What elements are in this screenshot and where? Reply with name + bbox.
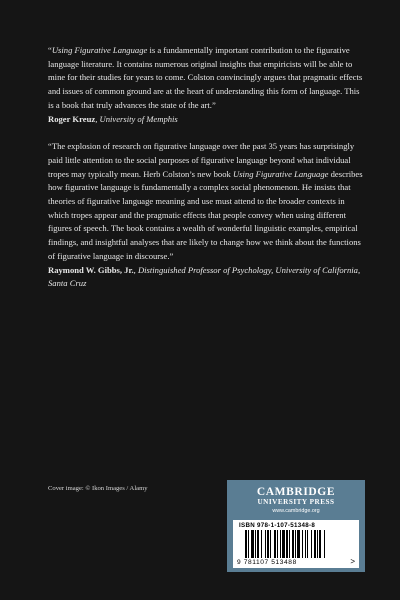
endorser-affiliation: University of Memphis (99, 113, 178, 124)
endorsement-kreuz (48, 44, 366, 126)
endorsement-quote (48, 44, 366, 113)
barcode-digits: 9 781107 513488 (237, 559, 297, 566)
endorser-name: Raymond W. Gibbs, Jr. (48, 264, 134, 275)
quote-text: describes how figurative language is fundamentally a complex social phenomenon. He insists that theories of figurative language meaning and use must attend to the broader contexts in which tropes appear and the pragmatic effects that people convey when using different figures of speech. The book contains a wealth of wonderful linguistic examples, empirical findings, and insightful analyses that are likely to change how we think about the functions of figurative language in discourse.” (48, 168, 363, 261)
isbn-label: ISBN 978-1-107-51348-8 (239, 522, 316, 529)
publisher-name: CAMBRIDGE (256, 486, 336, 498)
cover-image-credit: Cover image: © Ikon Images / Alamy (48, 485, 148, 492)
book-title: Using Figurative Language (51, 45, 148, 55)
quote-text: is a fundamentally important contribution to the figurative language literature. It contains numerous original insights that empiricists will be able to mine for their studies for years to come. Colston convincingly argues that pragmatic effects and issues of common ground are at the heart of understanding this form of language. This is a book that truly advances the state of the art.” (48, 45, 363, 110)
publisher-block (227, 480, 365, 572)
endorsement-attribution: Raymond W. Gibbs, Jr., Distinguished Professor of Psychology, University of California, Santa Cruz (48, 264, 361, 289)
book-title: Using Figurative Language (232, 168, 329, 179)
endorser-affiliation: Distinguished Professor of Psychology, University of California, Santa Cruz (48, 264, 361, 289)
endorsement-quote (48, 140, 366, 263)
publisher-subtitle: UNIVERSITY PRESS (257, 498, 335, 506)
open-quote: “ (48, 45, 52, 55)
barcode-arrow: > (350, 557, 355, 566)
endorsements (48, 44, 366, 291)
barcode-bars (245, 530, 347, 558)
endorsement-attribution: Roger Kreuz, University of Memphis (48, 113, 178, 124)
quote-text: “The explosion of research on figurative language over the past 35 years has surprisingly paid little attention to the social purposes of figurative language beyond what individual tropes may typically mean. Herb Colston’s new book (48, 141, 355, 179)
endorsement-gibbs (48, 140, 366, 291)
endorser-name: Roger Kreuz (48, 113, 96, 124)
barcode (233, 520, 359, 568)
publisher-url: www.cambridge.org (272, 508, 320, 514)
